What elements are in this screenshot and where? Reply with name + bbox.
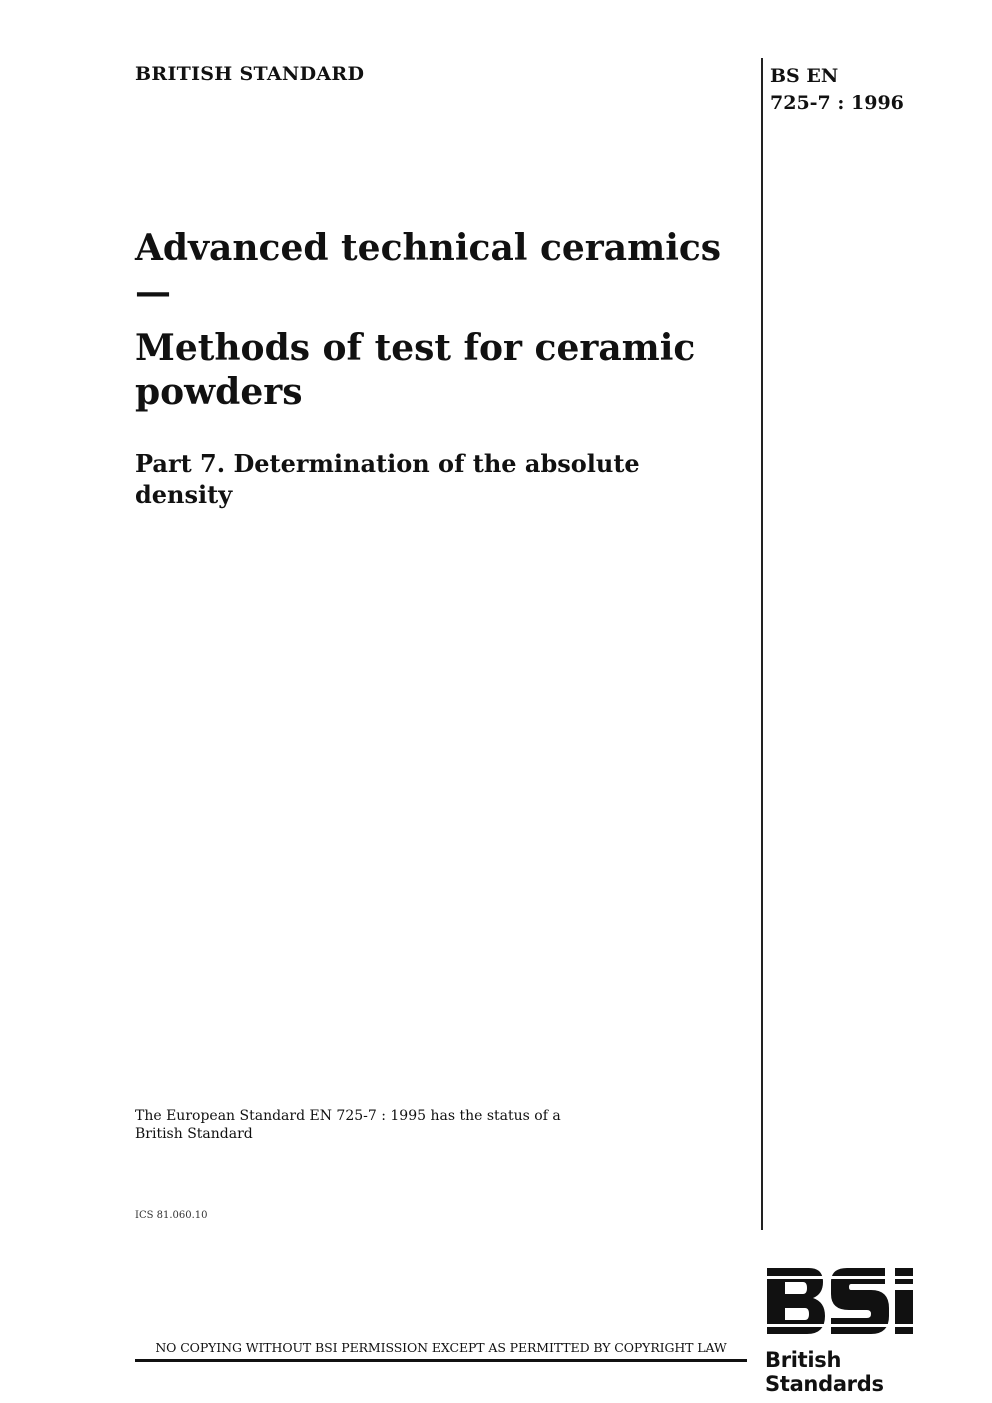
standard-type-label: BRITISH STANDARD — [135, 63, 365, 85]
subtitle: Methods of test for ceramic powders — [135, 327, 696, 413]
part-title: Part 7. Determination of the absolute density — [135, 449, 640, 509]
document-number-line1: BS EN — [770, 65, 839, 87]
document-number — [770, 63, 904, 117]
copyright-notice: NO COPYING WITHOUT BSI PERMISSION EXCEPT AS PERMITTED BY COPYRIGHT LAW — [135, 1340, 747, 1362]
ics-code: ICS 81.060.10 — [135, 1210, 208, 1221]
bsi-logo — [765, 1262, 945, 1396]
status-note: The European Standard EN 725-7 : 1995 has the status of a British Standard — [135, 1108, 561, 1142]
bsi-brand-name: British Standards — [765, 1348, 884, 1396]
document-number-line2: 725-7 : 1996 — [770, 92, 904, 114]
main-title: Advanced technical ceramics — — [135, 227, 722, 313]
bsi-logo-mark — [765, 1262, 943, 1346]
vertical-divider — [761, 58, 763, 1230]
